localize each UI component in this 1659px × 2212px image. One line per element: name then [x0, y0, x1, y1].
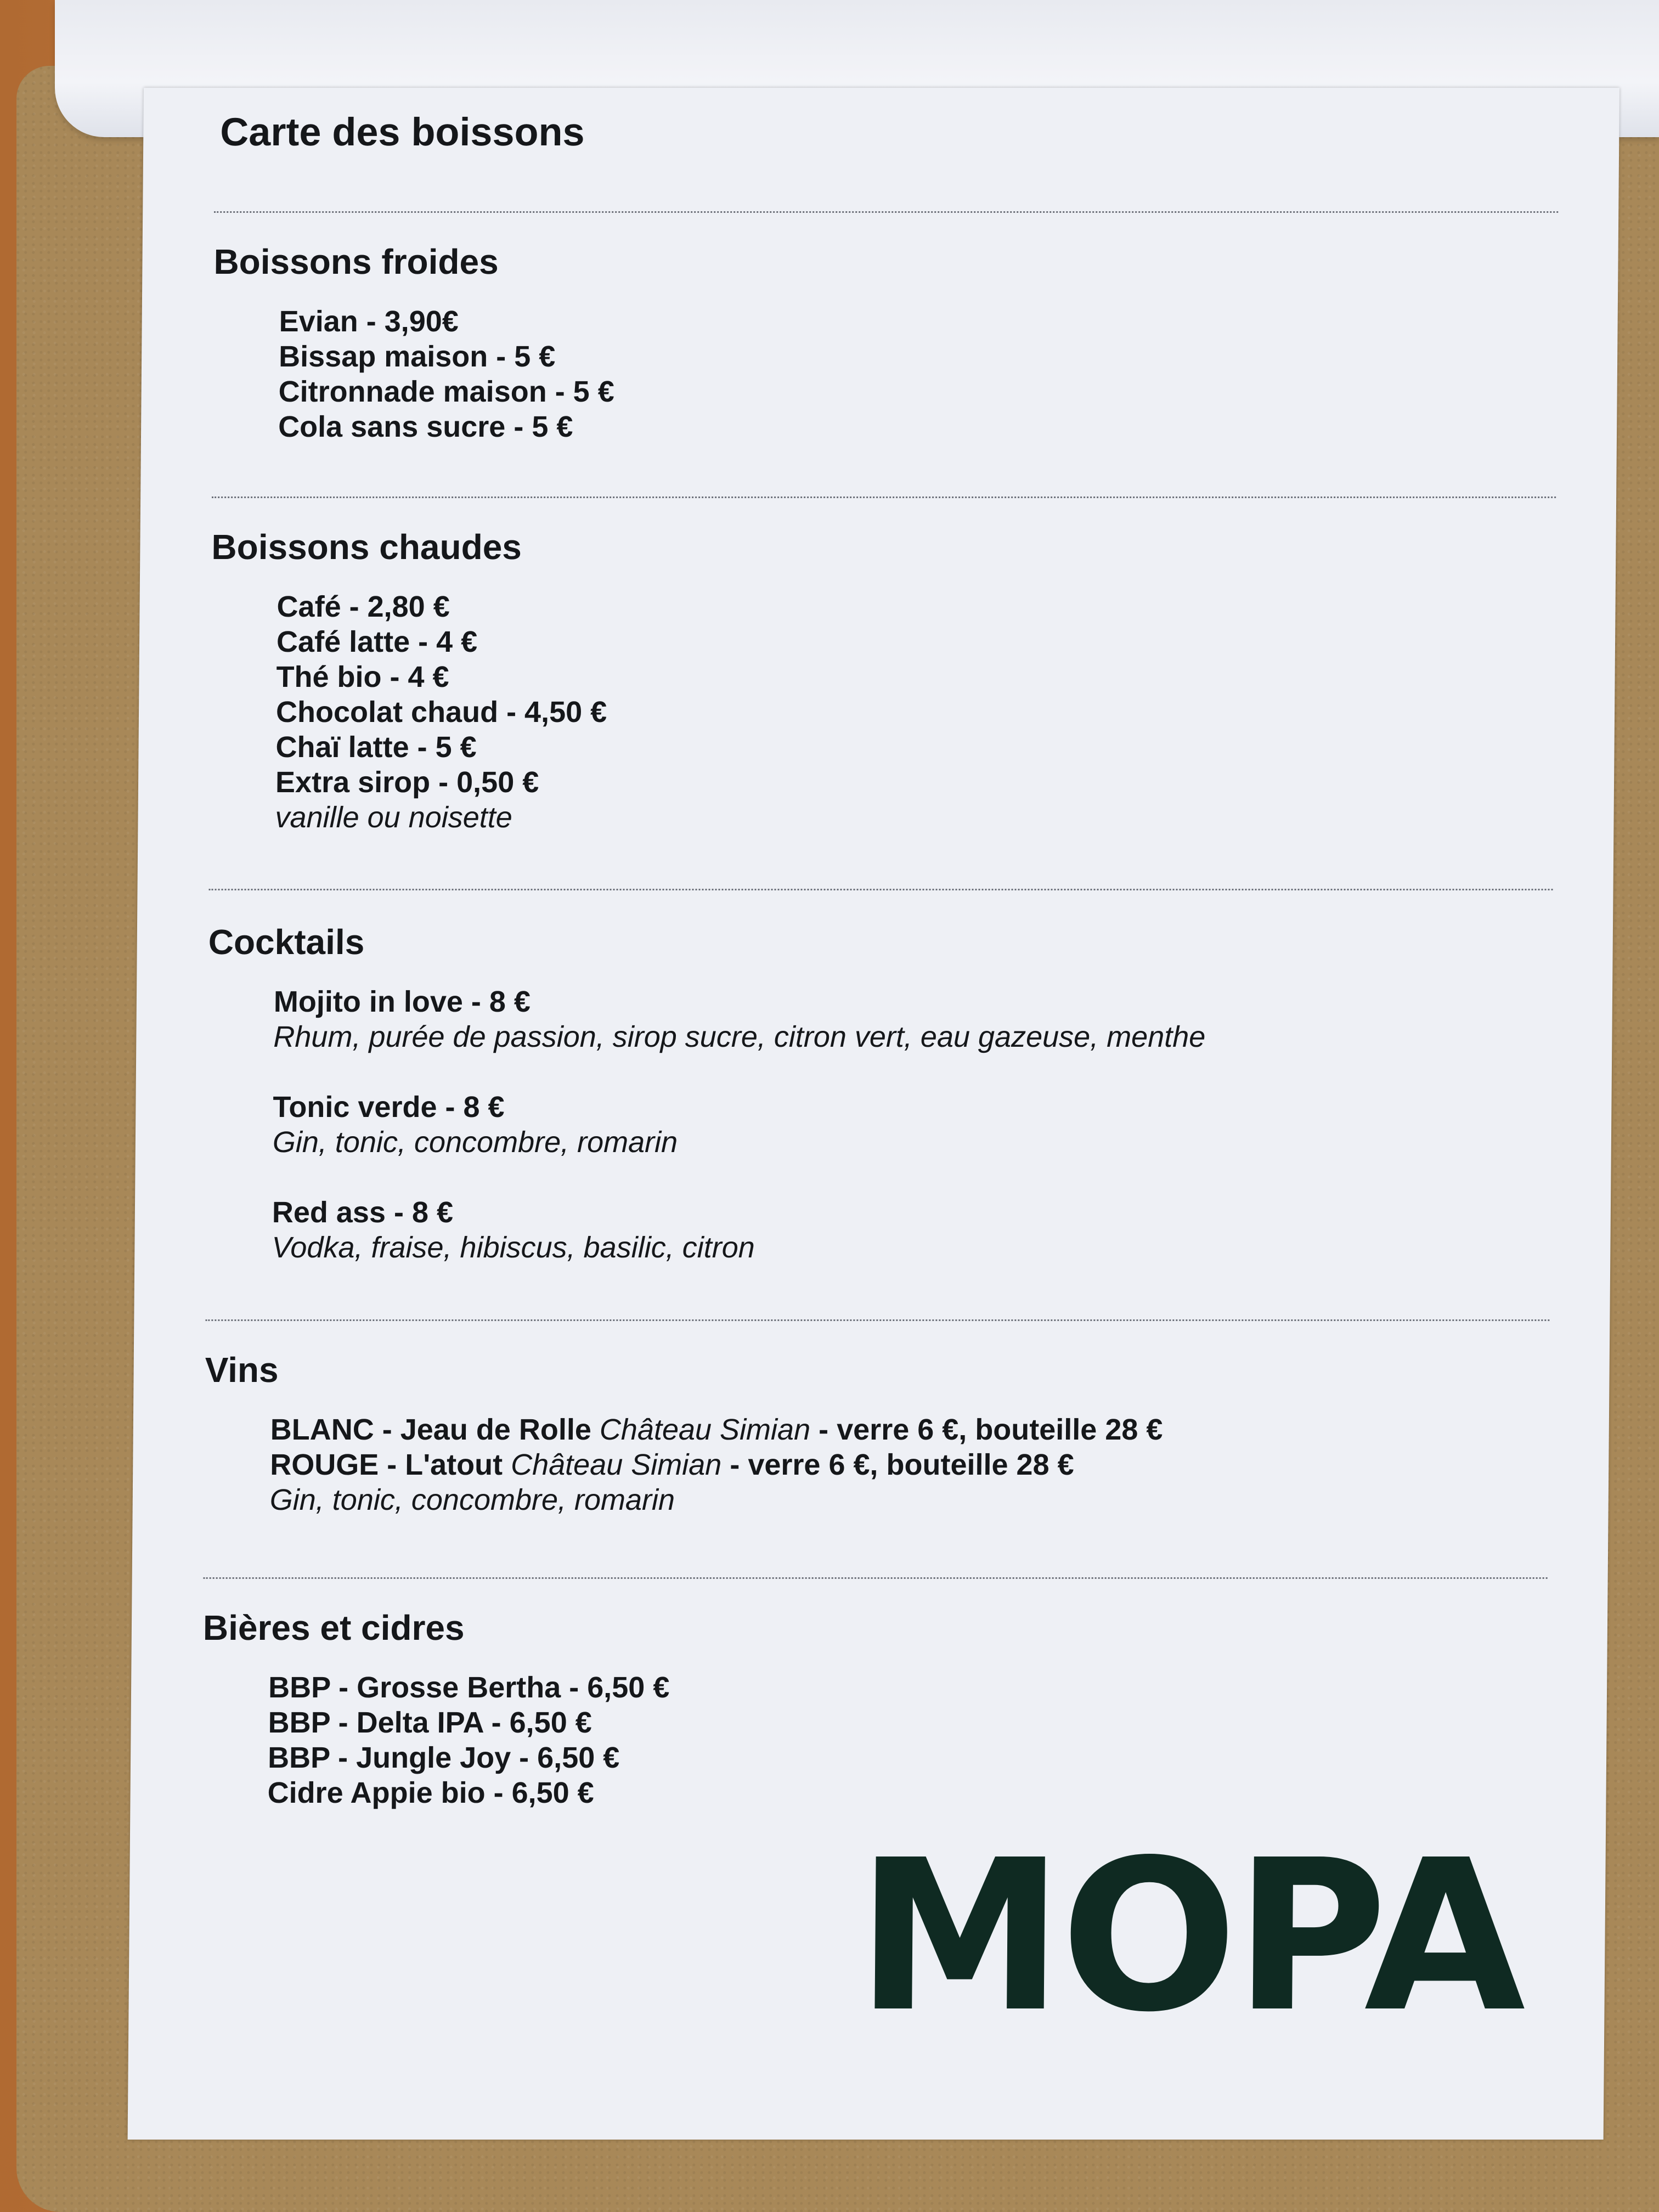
- menu-item: Café latte - 4 €: [276, 625, 478, 658]
- menu-item: Chocolat chaud - 4,50 €: [275, 696, 607, 729]
- section-divider: [209, 889, 1553, 890]
- menu-item-note: vanille ou noisette: [275, 801, 513, 834]
- menu-item: Cola sans sucre - 5 €: [278, 410, 573, 443]
- menu-item: Chaï latte - 5 €: [275, 731, 477, 764]
- cocktail-name: Tonic verde - 8 €: [273, 1091, 505, 1124]
- menu-item: BBP - Grosse Bertha - 6,50 €: [268, 1671, 670, 1704]
- section-cold-drinks: [212, 241, 1531, 444]
- section-heading-cocktails: Cocktails: [208, 922, 365, 962]
- menu-item: BBP - Jungle Joy - 6,50 €: [267, 1741, 620, 1774]
- menu-item: Extra sirop - 0,50 €: [275, 766, 539, 799]
- wine-price: - verre 6 €, bouteille 28 €: [730, 1448, 1074, 1481]
- cocktail-item: [273, 1090, 1524, 1160]
- cocktail-item: [273, 984, 1525, 1054]
- wine-label: BLANC - Jeau de Rolle: [270, 1413, 592, 1446]
- cocktail-description: Gin, tonic, concombre, romarin: [272, 1126, 678, 1159]
- menu-item: BBP - Delta IPA - 6,50 €: [268, 1706, 592, 1739]
- wine-chateau: Château Simian: [599, 1413, 811, 1446]
- wine-label: ROUGE - L'atout: [270, 1448, 503, 1481]
- section-heading-hot: Boissons chaudes: [211, 527, 522, 567]
- section-heading-cold: Boissons froides: [213, 242, 499, 281]
- cocktail-item: [272, 1195, 1523, 1265]
- menu-item: Bissap maison - 5 €: [278, 340, 556, 373]
- hot-drinks-list: [275, 589, 1528, 835]
- section-divider: [214, 211, 1558, 213]
- menu-item: Evian - 3,90€: [279, 305, 459, 338]
- cold-drinks-list: [278, 304, 1530, 444]
- cocktail-name: Mojito in love - 8 €: [273, 985, 531, 1018]
- wine-note: Gin, tonic, concombre, romarin: [269, 1483, 675, 1516]
- wine-chateau: Château Simian: [510, 1448, 722, 1481]
- cocktail-description: Rhum, purée de passion, sirop sucre, citron vert, eau gazeuse, menthe: [273, 1020, 1206, 1053]
- beers-list: [267, 1670, 1519, 1810]
- section-beers: [201, 1607, 1520, 1810]
- page-title: Carte des boissons: [220, 110, 585, 154]
- menu-item: Cidre Appie bio - 6,50 €: [267, 1776, 594, 1809]
- cocktail-name: Red ass - 8 €: [272, 1196, 454, 1229]
- wines-list: [270, 1412, 1522, 1517]
- menu-item: Thé bio - 4 €: [276, 661, 449, 693]
- section-heading-beers: Bières et cidres: [202, 1608, 465, 1647]
- menu-page: [128, 88, 1620, 2140]
- wine-price: - verre 6 €, bouteille 28 €: [818, 1413, 1163, 1446]
- menu-item: Café - 2,80 €: [276, 590, 450, 623]
- section-cocktails: [206, 922, 1525, 1265]
- wine-item: [270, 1447, 1521, 1482]
- section-divider: [205, 1319, 1549, 1321]
- cocktail-description: Vodka, fraise, hibiscus, basilic, citron: [272, 1231, 755, 1264]
- cocktails-list: [272, 984, 1525, 1265]
- section-heading-wines: Vins: [205, 1350, 279, 1390]
- wine-item: [270, 1412, 1522, 1447]
- section-hot-drinks: [209, 527, 1528, 835]
- section-wines: [204, 1350, 1522, 1517]
- menu-item: Citronnade maison - 5 €: [278, 375, 615, 408]
- section-divider: [212, 496, 1556, 498]
- section-divider: [204, 1577, 1548, 1579]
- mopa-logo: MOPA: [855, 1815, 1524, 2058]
